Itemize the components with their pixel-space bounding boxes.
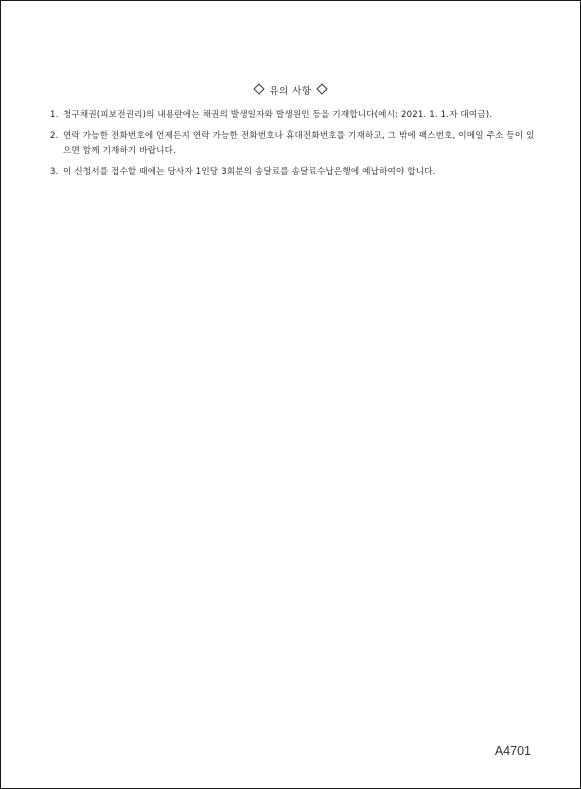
diamond-icon — [254, 83, 265, 94]
notice-item-text: 연락 가능한 전화번호에 언제든지 연락 가능한 전화번호나 휴대전화번호를 기재하고, 그 밖에 팩스번호, 이메일 주소 등이 있으면 함께 기재하기 바랍니다. — [63, 130, 535, 156]
notice-item-text: 청구채권(피보전권리)의 내용란에는 채권의 발생일자와 발생원인 등을 기재합니다(예시: 2021. 1. 1.자 대여금). — [63, 110, 493, 120]
notice-title-text: 유의 사항 — [269, 86, 312, 97]
notice-heading — [0, 85, 581, 99]
notice-item-number: 1. — [50, 110, 59, 120]
notice-item — [50, 108, 540, 124]
notice-item-text: 이 신청서를 접수할 때에는 당사자 1인당 3회분의 송달료를 송달료수납은행에 예납하여야 합니다. — [63, 166, 436, 177]
notice-list — [50, 108, 540, 180]
notice-item — [50, 129, 540, 160]
notice-item-number: 2. — [50, 130, 59, 141]
form-code: A4701 — [494, 744, 531, 758]
notice-item-number: 3. — [50, 166, 59, 177]
diamond-icon — [316, 83, 327, 94]
notice-item — [50, 165, 540, 181]
